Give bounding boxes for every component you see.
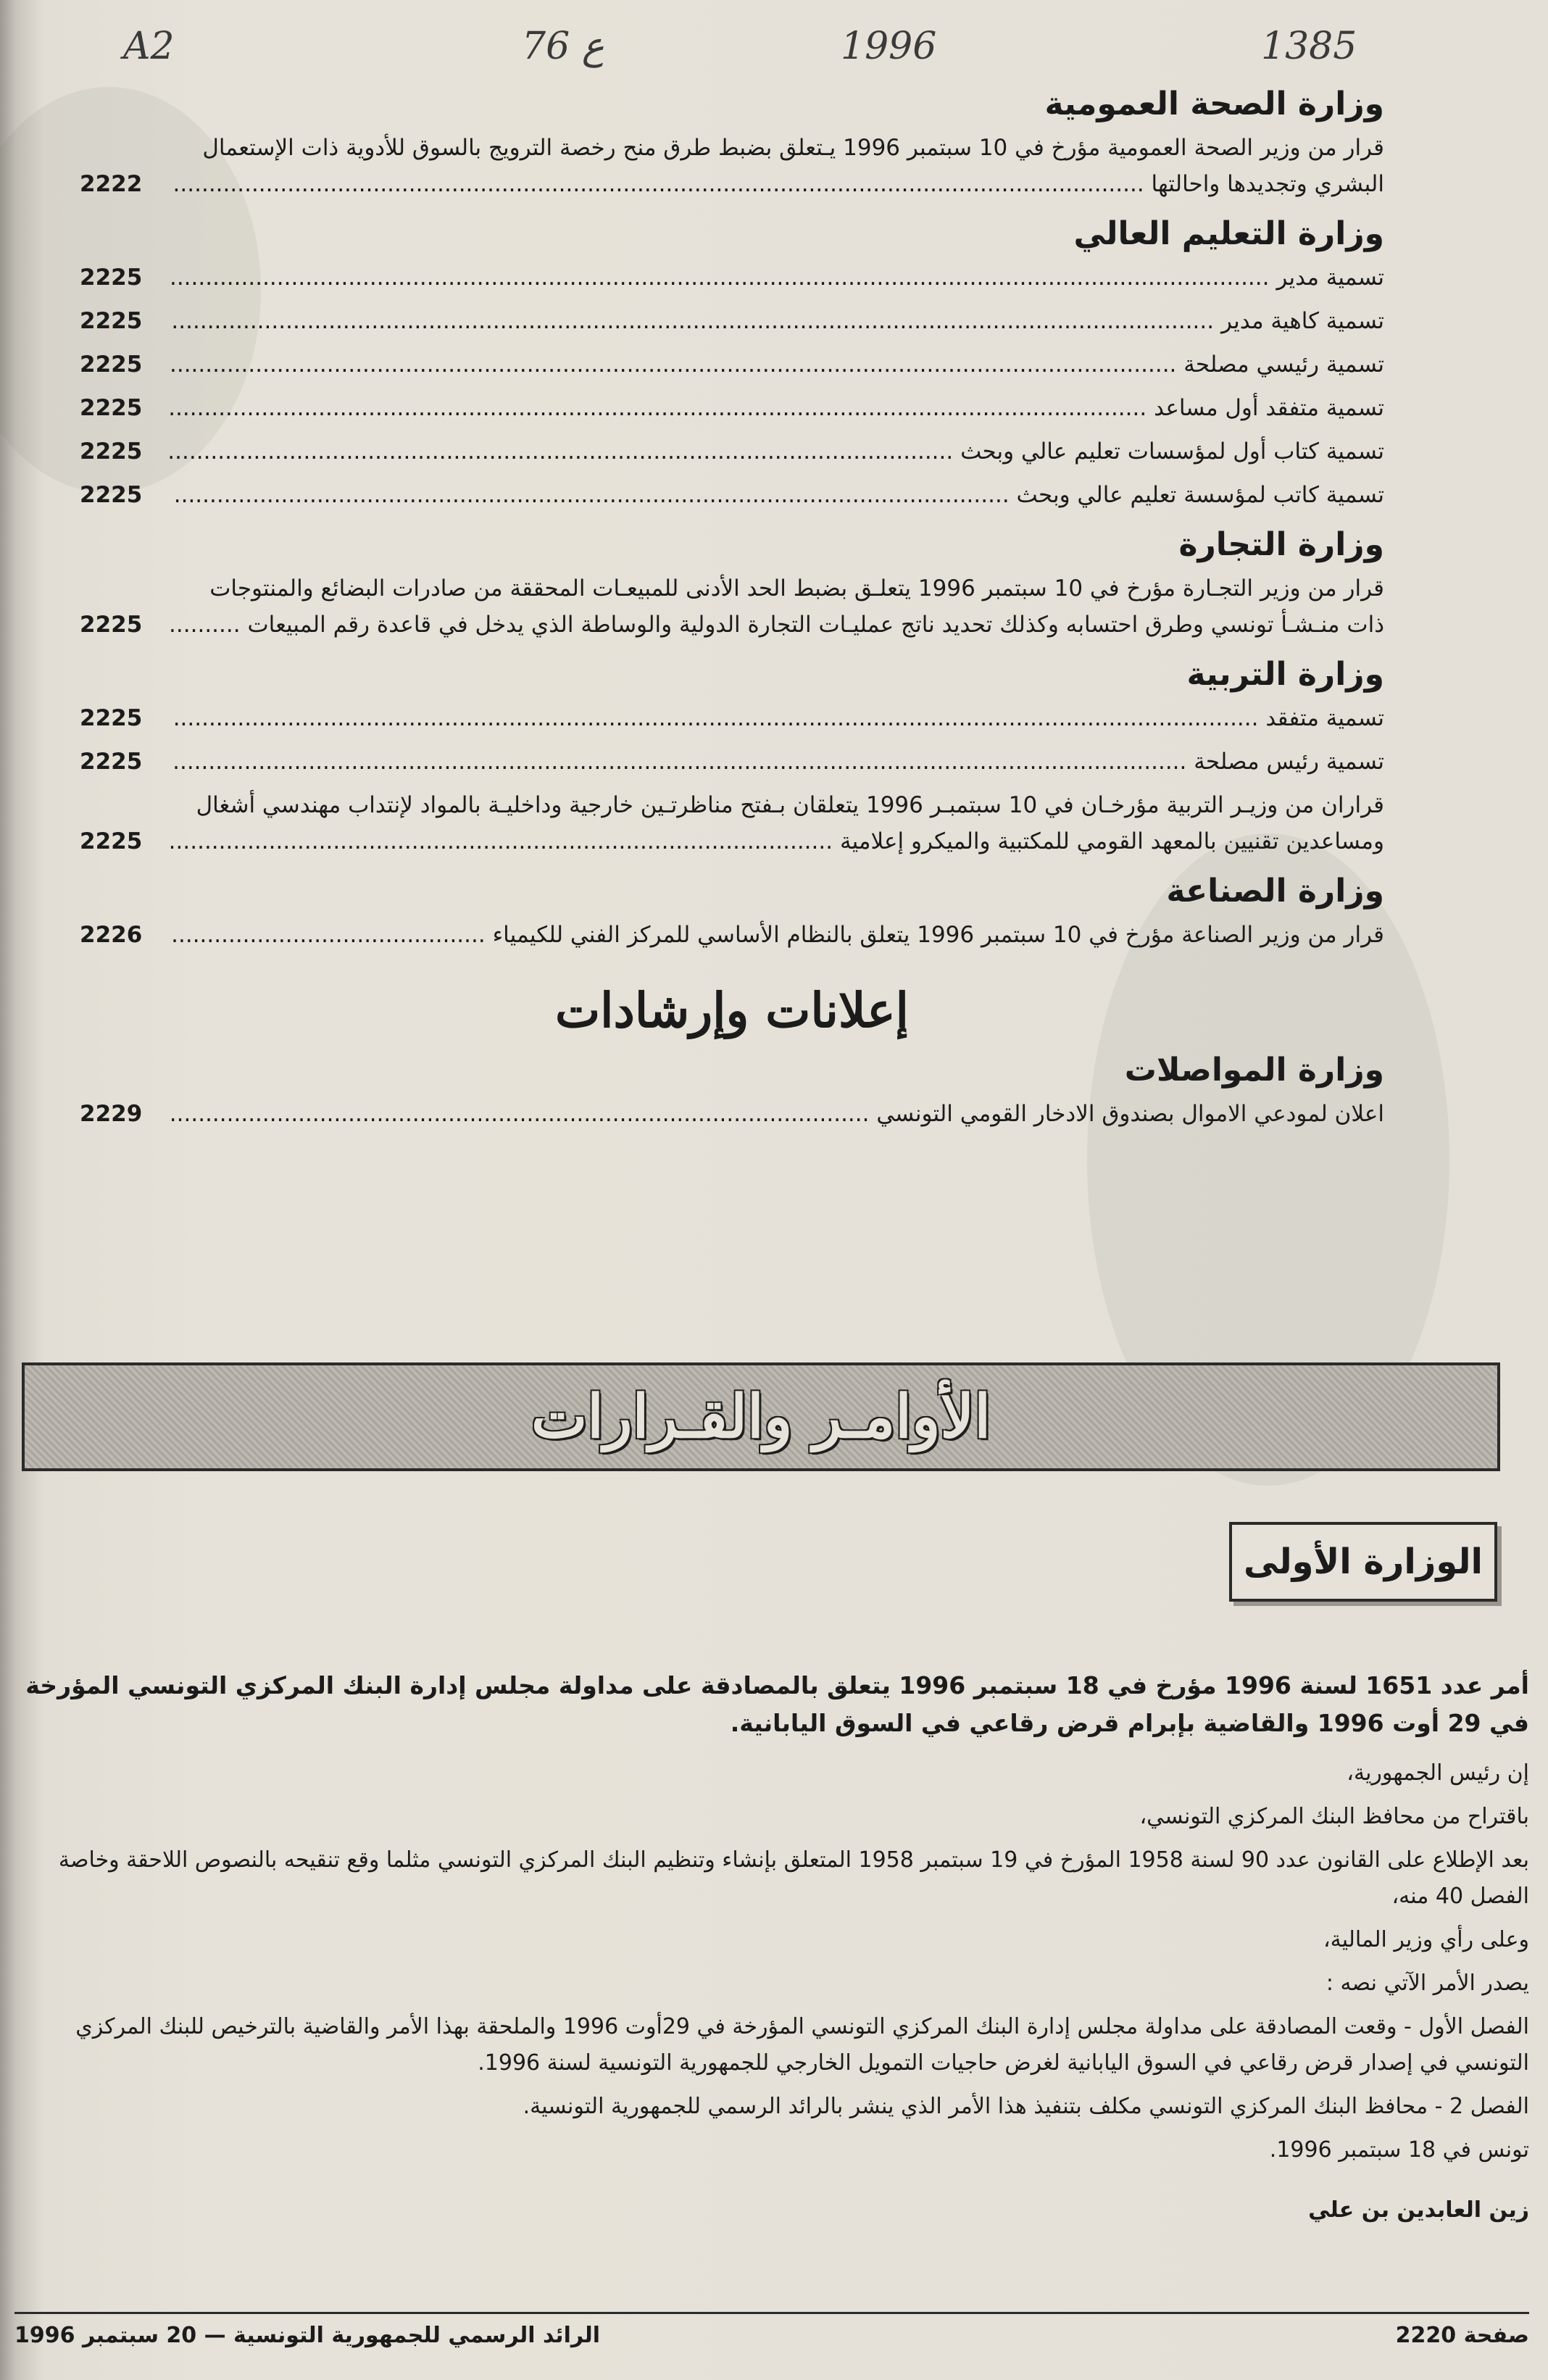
- toc-leader-dots: ............................................: [171, 922, 493, 948]
- banner-title: الأوامـر والقـرارات: [530, 1382, 991, 1452]
- toc-leader-dots: ........................................................................................................................................................: [172, 705, 1266, 731]
- decree-signature: زين العابدين بن علي: [1308, 2197, 1529, 2223]
- toc-announcement-sections: [80, 1052, 1384, 1132]
- handwritten-note-issue: 76 ع: [522, 25, 604, 68]
- toc-leader-dots: .............................................................................................................................................: [170, 351, 1184, 378]
- toc-page-number: 2226: [80, 922, 143, 948]
- toc-entry-text: اعلان لمودعي الاموال بصندوق الادخار القومي التونسي: [876, 1101, 1384, 1127]
- toc-entry-text-wrap: [167, 744, 1384, 780]
- toc-leader-dots: ........................................................................................................................................: [172, 171, 1152, 197]
- footer-page-label: صفحة 2220: [1395, 2323, 1529, 2348]
- decree-body: [14, 1755, 1529, 2168]
- toc-entry: [80, 1096, 1384, 1132]
- toc-entry: [80, 303, 1384, 339]
- ministry-box: [1229, 1522, 1497, 1602]
- toc-section-title: وزارة الصناعة: [1166, 873, 1384, 910]
- toc-entry-text: تسمية مدير: [1276, 265, 1384, 291]
- toc-entry: [80, 700, 1384, 736]
- toc-page-number: 2225: [80, 705, 143, 731]
- toc-leader-dots: ..................................................................................................................................................: [171, 308, 1221, 334]
- toc-leader-dots: .............................................................................................: [168, 828, 840, 854]
- toc-entry: [80, 917, 1384, 953]
- decree-paragraph: تونس في 18 سبتمبر 1996.: [1269, 2137, 1529, 2163]
- toc-leader-dots: ..........: [169, 612, 248, 638]
- footer-publication: الرائد الرسمي للجمهورية التونسية — 20 سبتمبر 1996: [14, 2323, 601, 2348]
- toc-entry: [80, 787, 1384, 860]
- toc-section: [80, 215, 1384, 513]
- handwritten-note-left: A2: [123, 25, 175, 68]
- toc-entry-text: قراران من وزيـر التربية مؤرخـان في 10 سبتمبـر 1996 يتعلقان بـفتح مناظرتـين خارجية وداخليـة بالمواد لإنتداب مهندسي أشغال ومساعدين تقنيين بالمعهد القومي للمكتبية والميكرو إعلامية: [196, 792, 1384, 854]
- toc-section: [80, 86, 1384, 202]
- toc-entry-text: تسمية كاتب لمؤسسة تعليم عالي وبحث: [1016, 482, 1384, 508]
- toc-leader-dots: .....................................................................................................................: [173, 482, 1017, 508]
- toc-entry-text: قرار من وزير الصناعة مؤرخ في 10 سبتمبر 1996 يتعلق بالنظام الأساسي للمركز الفني للكيمياء: [492, 922, 1384, 948]
- toc-leader-dots: ..........................................................................................................................................................: [169, 265, 1277, 291]
- handwritten-note-number: 1385: [1261, 25, 1357, 68]
- toc-leader-dots: ..................................................................................................: [169, 1101, 877, 1127]
- toc-entry-text-wrap: [167, 303, 1384, 339]
- toc-entry: [80, 433, 1384, 470]
- toc-entry-text-wrap: [167, 917, 1384, 953]
- toc-section: [80, 873, 1384, 953]
- toc-entry-text-wrap: [167, 787, 1384, 860]
- toc-page-number: 2225: [80, 828, 143, 854]
- toc-entry-text-wrap: [167, 477, 1384, 513]
- toc-entry-text: تسمية متفقد: [1265, 705, 1384, 731]
- toc-page-number: 2222: [80, 171, 143, 197]
- toc-section: [80, 526, 1384, 643]
- toc-page-number: 2225: [80, 351, 143, 378]
- toc-page-number: 2225: [80, 612, 143, 638]
- toc-page-number: 2225: [80, 438, 143, 465]
- toc-page-number: 2225: [80, 482, 143, 508]
- handwritten-note-year: 1996: [841, 25, 937, 68]
- toc-entry-text: قرار من وزير التجـارة مؤرخ في 10 سبتمبر 1996 يتعلـق بضبط الحد الأدنى للمبيعـات المحققة من صادرات البضائع والمنتوجات ذات منـشـأ تونسي وطرق احتسابه وكذلك تحديد ناتج عمليـات التجارة الدولية والوساطة الذي يدخل في قاعدة رقم المبيعات: [209, 575, 1384, 638]
- toc-section: [80, 1052, 1384, 1132]
- toc-leader-dots: .........................................................................................................................................: [168, 395, 1154, 421]
- decree-paragraph: بعد الإطلاع على القانون عدد 90 لسنة 1958 المؤرخ في 19 سبتمبر 1958 المتعلق بإنشاء وتنظيم البنك المركزي التونسي مثلما وقع تنقيحه بالنصوص اللاحقة وخاصة الفصل 40 منه،: [58, 1847, 1529, 1909]
- toc-entry-text: تسمية متفقد أول مساعد: [1154, 395, 1384, 421]
- decree-paragraph: وعلى رأي وزير المالية،: [1323, 1927, 1529, 1952]
- toc-entry-text-wrap: [167, 700, 1384, 736]
- table-of-contents: [80, 72, 1384, 1139]
- announcements-title: إعلانات وإرشادات: [554, 982, 910, 1039]
- toc-entry: [80, 570, 1384, 643]
- toc-leader-dots: ..............................................................................................................................................: [172, 749, 1194, 775]
- toc-entry: [80, 477, 1384, 513]
- section-banner: [22, 1362, 1500, 1471]
- decree-paragraph: إن رئيس الجمهورية،: [1347, 1760, 1529, 1786]
- toc-page-number: 2225: [80, 308, 143, 334]
- ministry-box-label: الوزارة الأولى: [1244, 1541, 1483, 1582]
- toc-page-number: 2225: [80, 265, 143, 291]
- toc-section: [80, 656, 1384, 860]
- decree: [14, 1667, 1529, 2223]
- toc-entry-text: تسمية رئيسي مصلحة: [1183, 351, 1384, 378]
- toc-section-title: وزارة التجارة: [1178, 526, 1384, 563]
- toc-entry: [80, 130, 1384, 202]
- toc-entry-text: تسمية كاهية مدير: [1220, 308, 1384, 334]
- toc-entry: [80, 259, 1384, 296]
- toc-page-number: 2225: [80, 395, 143, 421]
- toc-section-title: وزارة المواصلات: [1124, 1052, 1384, 1089]
- page-footer: [14, 2312, 1529, 2348]
- decree-paragraph: باقتراح من محافظ البنك المركزي التونسي،: [1139, 1804, 1529, 1829]
- decree-title: أمر عدد 1651 لسنة 1996 مؤرخ في 18 سبتمبر 1996 يتعلق بالمصادقة على مداولة مجلس إدارة البنك المركزي التونسي المؤرخة في 29 أوت 1996 والقاضية بإبرام قرض رقاعي في السوق اليابانية.: [25, 1671, 1529, 1737]
- decree-paragraph: يصدر الأمر الآتي نصه :: [1326, 1971, 1529, 1996]
- toc-entry-text-wrap: [167, 570, 1384, 643]
- handwritten-header: [0, 10, 1548, 75]
- toc-entry: [80, 346, 1384, 383]
- toc-section-title: وزارة الصحة العمومية: [1044, 86, 1384, 122]
- toc-entry-text: قرار من وزير الصحة العمومية مؤرخ في 10 سبتمبر 1996 يـتعلق بضبط طرق منح رخصة الترويج بالسوق للأدوية ذات الإستعمال البشري وتجديدها واحالتها: [202, 135, 1384, 197]
- toc-entry-text-wrap: [167, 390, 1384, 426]
- toc-entry-text-wrap: [167, 130, 1384, 202]
- toc-page-number: 2225: [80, 749, 143, 775]
- toc-entry-text-wrap: [167, 259, 1384, 296]
- toc-entry-text-wrap: [167, 1096, 1384, 1132]
- toc-section-title: وزارة التربية: [1186, 656, 1384, 693]
- toc-entry-text-wrap: [167, 346, 1384, 383]
- toc-page-number: 2229: [80, 1101, 143, 1127]
- toc-entry-text: تسمية كتاب أول لمؤسسات تعليم عالي وبحث: [960, 438, 1384, 465]
- decree-paragraph: الفصل 2 - محافظ البنك المركزي التونسي مكلف بتنفيذ هذا الأمر الذي ينشر بالرائد الرسمي للجمهورية التونسية.: [523, 2094, 1529, 2119]
- toc-entry: [80, 390, 1384, 426]
- toc-sections: [80, 86, 1384, 953]
- toc-entry-text-wrap: [167, 433, 1384, 470]
- toc-entry-text: تسمية رئيس مصلحة: [1194, 749, 1384, 775]
- toc-entry: [80, 744, 1384, 780]
- decree-paragraph: الفصل الأول - وقعت المصادقة على مداولة مجلس إدارة البنك المركزي التونسي المؤرخة في 29أوت 1996 والملحقة بهذا الأمر والقاضية بالترخيص للبنك المركزي التونسي في إصدار قرض رقاعي في السوق اليابانية لغرض حاجيات التمويل الخارجي للجمهورية التونسية لسنة 1996.: [75, 2014, 1529, 2076]
- toc-section-title: وزارة التعليم العالي: [1073, 215, 1384, 252]
- toc-leader-dots: ..............................................................................................................: [167, 438, 961, 465]
